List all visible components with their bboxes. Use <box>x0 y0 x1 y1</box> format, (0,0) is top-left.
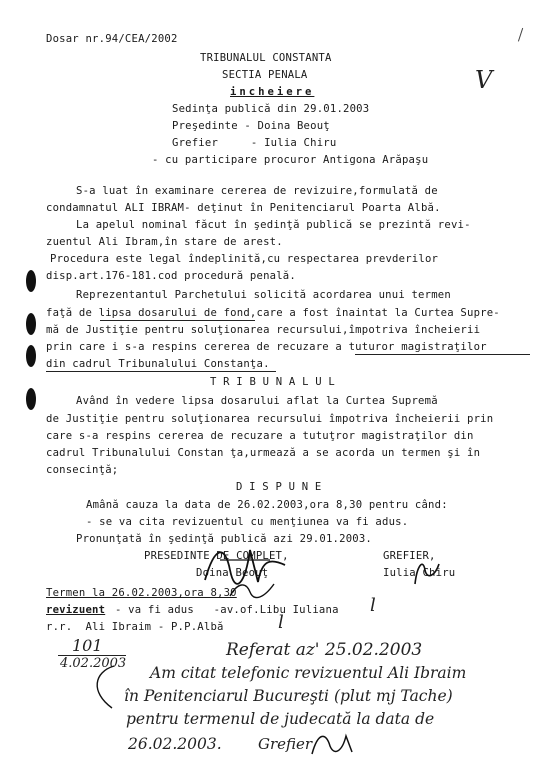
body-line: zuentul Ali Ibram,în stare de arest. <box>46 236 283 248</box>
court-section: SECTIA PENALA <box>222 69 308 81</box>
clerk-signature-name: Iulia Chiru <box>383 567 456 579</box>
clerk-handwritten-signature <box>405 556 445 586</box>
body-line: mă de Justiţie pentru soluţionarea recursului,împotriva încheierii <box>46 324 481 336</box>
dispune-heading: D I S P U N E <box>236 481 322 493</box>
top-right-stroke <box>518 28 525 42</box>
underline-tribunal <box>46 371 276 372</box>
president-signature-name: Doina Beouţ <box>196 567 269 579</box>
president-signature-title: PRESEDINTE DE COMPLET, <box>144 550 289 562</box>
inmate-line: r.r. Ali Ibraim - P.P.Albă <box>46 621 224 633</box>
dispune-line: Amână cauza la data de 26.02.2003,ora 8,30 pentru când: <box>86 499 448 511</box>
session-line: Sedinţa publică din 29.01.2003 <box>172 103 370 115</box>
body-line: prin care i s-a respins cererea de recuzare a tuturor magistraţilor <box>46 341 487 353</box>
body-line: S-a luat în examinare cererea de revizuire,formulată de <box>76 185 438 197</box>
prosecutor-line: - cu participare procuror Antigona Arăpaşu <box>152 154 429 166</box>
body-line: condamnatul ALI IBRAM- deţinut în Penitenciarul Poarta Albă. <box>46 202 441 214</box>
punch-hole-mark <box>26 388 36 410</box>
revizuent-label: revizuent <box>46 604 106 616</box>
referat-bracket <box>84 662 120 712</box>
tribunal-line: care s-a respins cererea de recuzare a tutuţror magistraţilor din <box>46 430 474 442</box>
president-line: Preşedinte - Doina Beouţ <box>172 120 330 132</box>
next-term-line: Termen la 26.02.2003,ora 8,30 <box>46 587 237 599</box>
tribunalul-heading: T R I B U N A L U L <box>210 376 335 388</box>
body-line: faţă de lipsa dosarului de fond,care a fost înaintat la Curtea Supre- <box>46 307 500 319</box>
body-line: La apelul nominal făcut în şedinţă publică se prezintă revi- <box>76 219 471 231</box>
case-number: Dosar nr.94/CEA/2002 <box>46 33 178 45</box>
underline-lipsa-dosarului <box>100 320 255 321</box>
side-check-mark: l <box>370 595 376 616</box>
referat-line: pentru termenul de judecată la data de <box>126 710 435 728</box>
dispune-line: - se va cita revizuentul cu menţiunea va fi adus. <box>86 516 409 528</box>
clerk-signature-label: Grefier <box>258 735 313 753</box>
punch-hole-mark <box>26 270 36 292</box>
revizuent-details: - va fi adus -av.of.Libu Iuliana <box>115 604 339 616</box>
body-line: Reprezentantul Parchetului solicită acordarea unui termen <box>76 289 451 301</box>
document-type: incheiere <box>230 86 315 98</box>
clerk-line: Grefier - Iulia Chiru <box>172 137 337 149</box>
referat-line: Am citat telefonic revizuentul Ali Ibraim <box>150 664 467 682</box>
referat-line: în Penitenciarul Bucureşti (plut mj Tache) <box>124 687 453 705</box>
body-line: disp.art.176-181.cod procedură penală. <box>46 270 296 282</box>
term-signature-scribble <box>228 578 278 600</box>
registry-number: 101 <box>72 636 103 655</box>
tribunal-line: consecinţă; <box>46 464 119 476</box>
tribunal-line: Având în vedere lipsa dosarului aflat la Curtea Supremă <box>76 395 438 407</box>
underline-magistrati <box>355 354 530 355</box>
punch-hole-mark <box>26 345 36 367</box>
registry-date: 4.02.2003 <box>60 656 127 671</box>
court-name: TRIBUNALUL CONSTANTA <box>200 52 332 64</box>
corner-check-mark: V <box>475 66 493 94</box>
body-line: din cadrul Tribunalului Constanţa. <box>46 358 270 370</box>
tribunal-line: cadrul Tribunalului Constan ţa,urmează a se acorda un termen şi în <box>46 447 481 459</box>
punch-hole-mark <box>26 313 36 335</box>
body-line: Procedura este legal îndeplinită,cu respectarea prevderilor <box>50 253 439 265</box>
clerk-signature-title: GREFIER, <box>383 550 436 562</box>
side-check-mark-2: l <box>278 612 284 633</box>
clerk-final-signature <box>308 728 358 758</box>
referat-line: 26.02.2003. <box>128 735 222 753</box>
referat-heading: Referat az' 25.02.2003 <box>226 640 423 660</box>
tribunal-line: de Justiţie pentru soluţionarea recursului împotriva încheierii prin <box>46 413 494 425</box>
dispune-line: Pronunţată în şedinţă publică azi 29.01.2003. <box>76 533 373 545</box>
